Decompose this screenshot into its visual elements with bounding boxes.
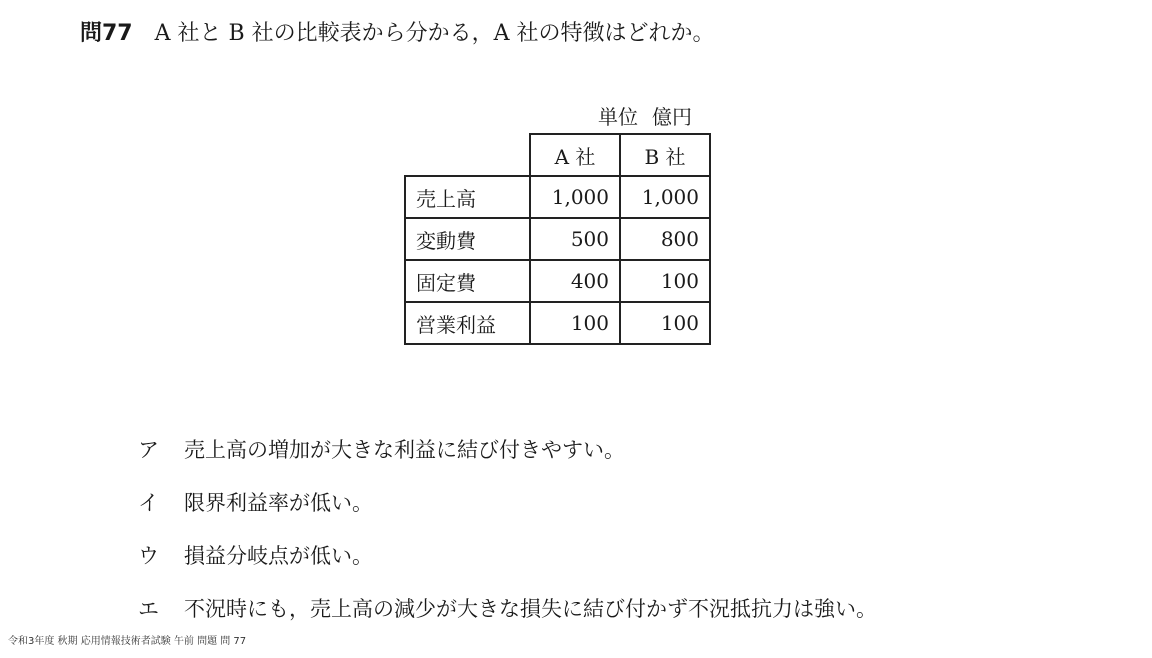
option-mark: ウ [138, 543, 159, 568]
source-caption: 令和3年度 秋期 応用情報技術者試験 午前 問題 問 77 [8, 636, 247, 647]
option-mark: エ [138, 596, 159, 621]
cell-b: 100 [620, 260, 710, 302]
cell-a: 1,000 [530, 176, 620, 218]
answer-options [138, 422, 877, 634]
table-header-row [405, 134, 710, 176]
table-row [405, 218, 710, 260]
option-text: 売上高の増加が大きな利益に結び付きやすい。 [184, 437, 625, 462]
option-a[interactable] [138, 422, 877, 475]
table-corner [405, 134, 530, 176]
cell-b: 800 [620, 218, 710, 260]
option-text: 不況時にも，売上高の減少が大きな損失に結び付かず不況抵抗力は強い。 [184, 596, 877, 621]
option-mark: イ [138, 490, 159, 515]
option-u[interactable] [138, 528, 877, 581]
column-header-b: B 社 [620, 134, 710, 176]
row-label: 売上高 [405, 176, 530, 218]
question-number: 問77 [80, 21, 133, 46]
row-label: 変動費 [405, 218, 530, 260]
cell-b: 100 [620, 302, 710, 344]
cell-a: 100 [530, 302, 620, 344]
table-row [405, 260, 710, 302]
unit-label: 単位 [598, 105, 638, 129]
cell-a: 400 [530, 260, 620, 302]
option-mark: ア [138, 437, 159, 462]
row-label: 固定費 [405, 260, 530, 302]
question-text: A 社と B 社の比較表から分かる，A 社の特徴はどれか。 [154, 21, 715, 46]
question-heading [80, 16, 715, 47]
option-text: 損益分岐点が低い。 [184, 543, 373, 568]
cell-b: 1,000 [620, 176, 710, 218]
row-label: 営業利益 [405, 302, 530, 344]
comparison-table [404, 133, 711, 345]
cell-a: 500 [530, 218, 620, 260]
unit-value: 億円 [652, 105, 692, 129]
option-text: 限界利益率が低い。 [184, 490, 373, 515]
column-header-a: A 社 [530, 134, 620, 176]
option-i[interactable] [138, 475, 877, 528]
table-row [405, 176, 710, 218]
unit-caption [598, 101, 692, 130]
table-row [405, 302, 710, 344]
option-e[interactable] [138, 581, 877, 634]
